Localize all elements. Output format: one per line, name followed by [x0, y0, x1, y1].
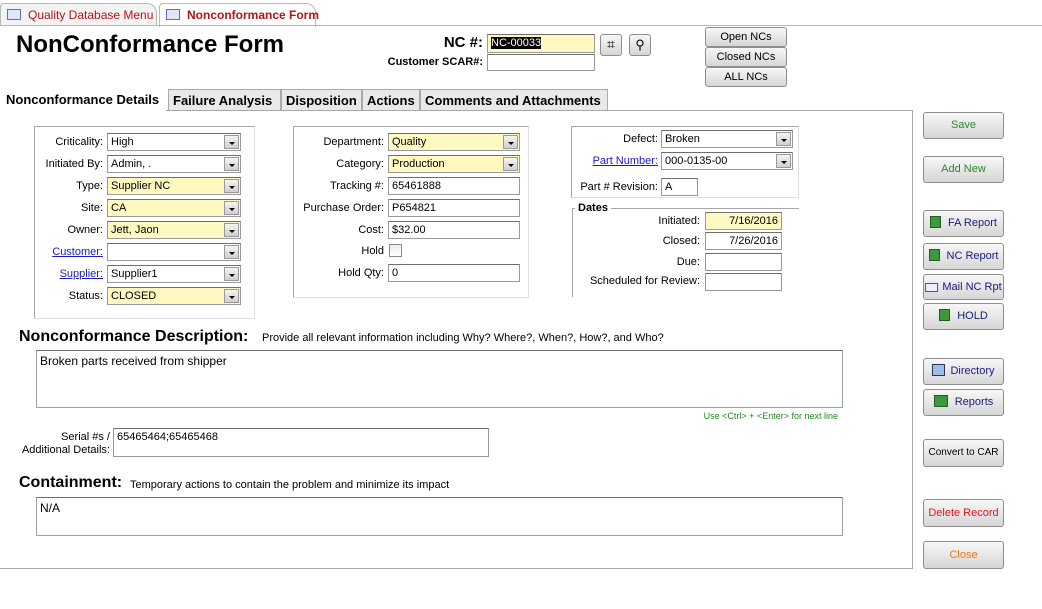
additional-details-label: Additional Details:: [21, 444, 110, 456]
button-label: HOLD: [957, 310, 988, 322]
combo-field-4[interactable]: [107, 221, 241, 239]
initiated-date-field[interactable]: 7/16/2016: [705, 212, 782, 230]
department-select[interactable]: [388, 133, 520, 151]
part-number-value: 000-0135-00: [665, 155, 728, 167]
part-number-select[interactable]: [661, 152, 793, 170]
combo-value: High: [111, 136, 134, 148]
open-ncs-button[interactable]: Open NCs: [705, 27, 787, 47]
combo-field-1[interactable]: [107, 155, 241, 173]
find-button[interactable]: [629, 34, 651, 56]
combo-field-2[interactable]: [107, 177, 241, 195]
form-icon: [7, 9, 21, 20]
description-heading: Nonconformance Description:: [19, 328, 249, 345]
field-label-5[interactable]: Customer:: [52, 246, 103, 258]
hold-label: Hold: [361, 245, 384, 257]
closed-ncs-button[interactable]: Closed NCs: [705, 47, 787, 67]
report-icon: [930, 216, 941, 228]
closed-date-field[interactable]: 7/26/2016: [705, 232, 782, 250]
serial-label: Serial #s /: [61, 431, 110, 443]
purchase-order-field[interactable]: P654821: [388, 199, 520, 217]
category-select[interactable]: [388, 155, 520, 173]
tab-nonconformance-details[interactable]: Nonconformance Details: [2, 89, 166, 111]
scar-field[interactable]: [487, 54, 595, 71]
field-label-0: Criticality:: [55, 136, 103, 148]
directory-button[interactable]: [923, 358, 1004, 385]
combo-field-7[interactable]: [107, 287, 241, 305]
cost-field[interactable]: $32.00: [388, 221, 520, 239]
combo-value: Jett, Jaon: [111, 224, 159, 236]
page-title: NonConformance Form: [16, 31, 285, 58]
containment-heading: Containment:: [19, 474, 123, 491]
due-label: Due:: [676, 256, 700, 268]
field-label-7: Status:: [68, 290, 103, 302]
chevron-down-icon[interactable]: [224, 135, 239, 149]
combo-value: Supplier NC: [111, 180, 171, 192]
description-textarea[interactable]: Broken parts received from shipper: [36, 350, 843, 408]
combo-value: Admin, .: [111, 158, 152, 170]
combo-field-0[interactable]: [107, 133, 241, 151]
hold-button[interactable]: [923, 303, 1004, 330]
delete-record-button[interactable]: Delete Record: [923, 499, 1004, 527]
mail-icon: [925, 283, 938, 292]
reports-button[interactable]: [923, 389, 1004, 416]
mail-nc-report-button[interactable]: [923, 274, 1004, 300]
chevron-down-icon[interactable]: [776, 132, 791, 146]
form-icon: [166, 9, 180, 20]
defect-value: Broken: [665, 133, 700, 145]
tab-nonconformance-form[interactable]: [159, 3, 320, 27]
add-new-button[interactable]: Add New: [923, 156, 1004, 183]
dates-legend: Dates: [575, 202, 611, 214]
crop-icon: ⌗: [607, 36, 615, 52]
close-button[interactable]: Close: [923, 541, 1004, 569]
button-label: NC Report: [946, 250, 999, 262]
description-hint: Provide all relevant information including Why? Where?, When?, How?, and Who?: [262, 332, 664, 344]
chevron-down-icon[interactable]: [224, 223, 239, 237]
containment-hint: Temporary actions to contain the problem and minimize its impact: [130, 479, 450, 491]
grid-button[interactable]: [600, 34, 622, 56]
combo-field-6[interactable]: [107, 265, 241, 283]
field-label-4: Owner:: [67, 224, 103, 236]
field-label-3: Site:: [80, 202, 103, 214]
chevron-down-icon[interactable]: [224, 157, 239, 171]
due-date-field[interactable]: [705, 253, 782, 271]
purchase-order-label: Purchase Order:: [303, 202, 384, 214]
field-label-2: Type:: [76, 180, 103, 192]
ctrl-enter-hint: Use <Ctrl> + <Enter> for next line: [703, 411, 838, 421]
field-label-6[interactable]: Supplier:: [59, 268, 103, 280]
chevron-down-icon[interactable]: [224, 179, 239, 193]
review-label: Scheduled for Review:: [589, 275, 700, 287]
chevron-down-icon[interactable]: [503, 135, 518, 149]
tab-comments-attachments[interactable]: Comments and Attachments: [420, 89, 608, 111]
scar-label: Customer SCAR#:: [387, 56, 483, 68]
convert-to-car-button[interactable]: Convert to CAR: [923, 439, 1004, 467]
all-ncs-button[interactable]: ALL NCs: [705, 67, 787, 87]
chevron-down-icon[interactable]: [224, 289, 239, 303]
cost-label: Cost:: [358, 224, 384, 236]
hold-qty-label: Hold Qty:: [338, 267, 384, 279]
save-button[interactable]: Save: [923, 112, 1004, 139]
tab-actions[interactable]: Actions: [362, 89, 420, 111]
tracking-field[interactable]: 65461888: [388, 177, 520, 195]
nc-report-button[interactable]: [923, 243, 1004, 270]
hold-qty-field[interactable]: 0: [388, 264, 520, 282]
reports-icon: [934, 395, 948, 407]
chevron-down-icon[interactable]: [224, 245, 239, 259]
tracking-label: Tracking #:: [329, 180, 384, 192]
tab-label: Nonconformance Form: [187, 8, 320, 22]
tab-disposition[interactable]: Disposition: [281, 89, 362, 111]
combo-value: CA: [111, 202, 127, 214]
hold-checkbox[interactable]: [389, 244, 402, 257]
chevron-down-icon[interactable]: [503, 157, 518, 171]
fa-report-button[interactable]: [923, 210, 1004, 237]
category-label: Category:: [336, 158, 384, 170]
divider: [0, 25, 1042, 26]
button-label: Reports: [954, 396, 994, 408]
initiated-label: Initiated:: [658, 215, 700, 227]
department-value: Quality: [392, 136, 427, 148]
combo-field-5[interactable]: [107, 243, 241, 261]
nc-number-field[interactable]: [487, 34, 595, 53]
category-value: Production: [392, 158, 445, 170]
button-label: Mail NC Rpt: [942, 281, 1002, 293]
combo-value: Supplier1: [111, 268, 158, 280]
binoculars-icon: ⚲: [635, 37, 645, 52]
nc-label: NC #:: [443, 34, 483, 51]
tab-failure-analysis[interactable]: Failure Analysis: [168, 89, 281, 111]
report-icon: [939, 309, 950, 321]
defect-select[interactable]: [661, 130, 793, 148]
tab-quality-database-menu[interactable]: [0, 3, 157, 26]
book-icon: [932, 364, 945, 376]
department-label: Department:: [323, 136, 384, 148]
containment-textarea[interactable]: N/A: [36, 497, 843, 536]
button-label: Directory: [950, 365, 995, 377]
serial-field[interactable]: 65465464;65465468: [113, 428, 489, 457]
closed-label: Closed:: [662, 235, 700, 247]
report-icon: [929, 249, 940, 261]
chevron-down-icon[interactable]: [776, 154, 791, 168]
defect-label: Defect:: [623, 133, 658, 145]
combo-value: CLOSED: [111, 290, 157, 302]
field-label-1: Initiated By:: [45, 158, 103, 170]
nc-value: NC-00033: [491, 37, 542, 49]
revision-label: Part # Revision:: [580, 181, 658, 193]
review-date-field[interactable]: [705, 273, 782, 291]
part-number-link[interactable]: Part Number:: [592, 155, 658, 167]
button-label: FA Report: [948, 217, 997, 229]
chevron-down-icon[interactable]: [224, 267, 239, 281]
tab-label: Quality Database Menu: [28, 8, 154, 22]
revision-field[interactable]: A: [661, 178, 698, 196]
divider: [0, 568, 166, 569]
combo-field-3[interactable]: [107, 199, 241, 217]
chevron-down-icon[interactable]: [224, 201, 239, 215]
